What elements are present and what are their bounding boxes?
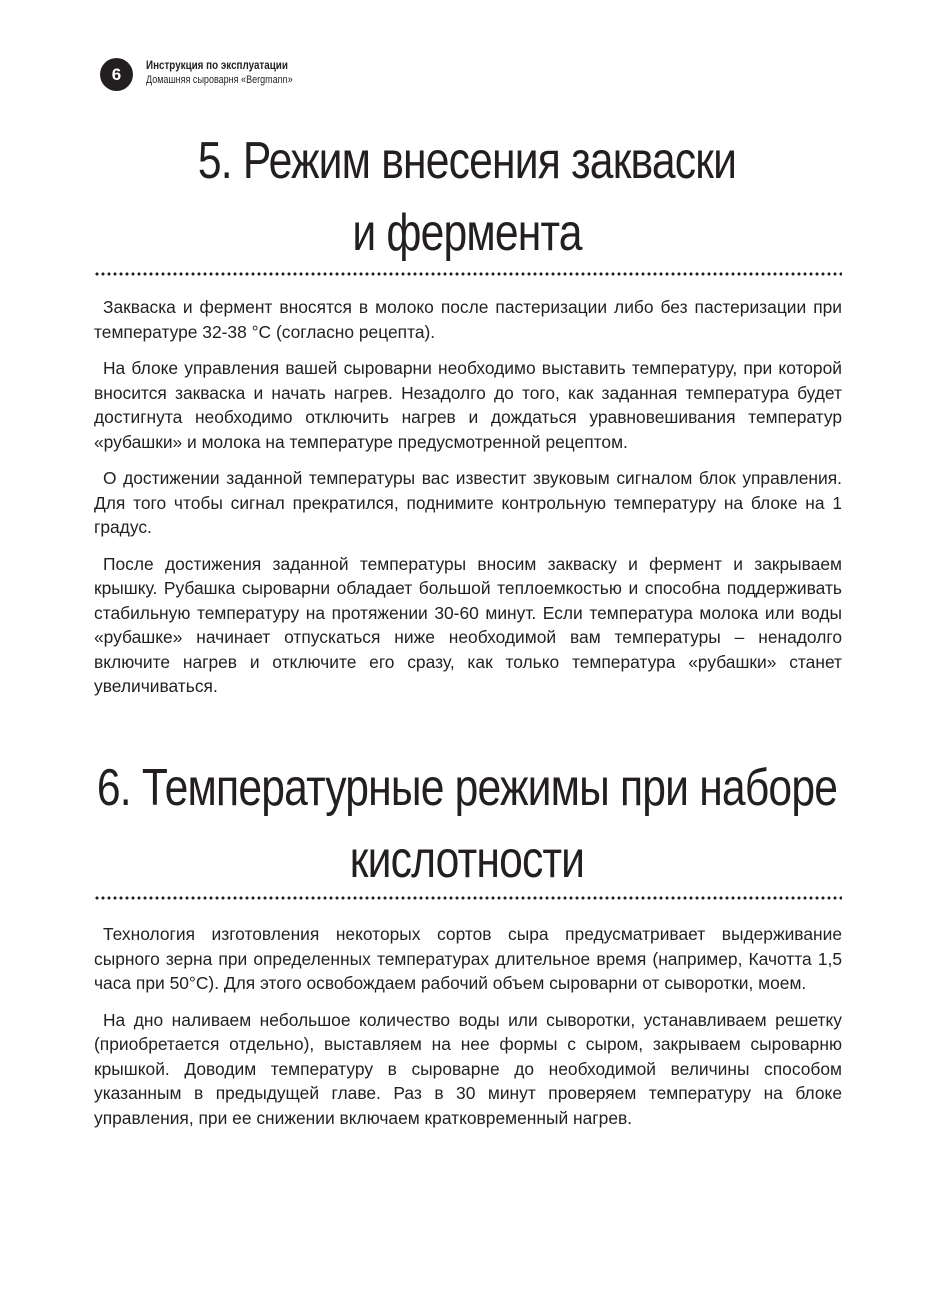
dotted-divider [94,272,842,276]
document-subtitle: Домашняя сыроварня «Bergmann» [146,74,293,86]
paragraph: Технология изготовления некоторых сортов сыра предусматривает выдерживание сырного зерна при определенных температурах длительное время (например, Качотта 1,5 часа при 50°С). Для этого освобождаем рабочий объем сыроварни от сыворотки, моем. [94,924,842,993]
paragraph: Закваска и фермент вносятся в молоко после пастеризации либо без пастеризации при температуре 32-38 °С (согласно рецепта). [94,297,842,342]
section-6-title-line-1: 6. Температурные режимы при наборе [96,759,838,817]
page-number-badge: 6 [100,58,133,91]
document-title: Инструкция по эксплуатации [146,58,288,72]
section-6-body [94,922,842,1142]
section-5-title [0,125,934,269]
section-5-title-line-2: и фермента [352,204,582,262]
section-5-title-line-1: 5. Режим внесения закваски [197,132,737,190]
paragraph: На блоке управления вашей сыроварни необходимо выставить температуру, при которой вносится закваска и начать нагрев. Незадолго до того, как заданная температура будет достигнута необходимо отключить нагрев и дождаться уравновешивания температур «рубашки» и молока на температуре предусмотренной рецептом. [94,358,842,452]
header-text [146,58,325,88]
paragraph: После достижения заданной температуры вносим закваску и фермент и закрываем крышку. Рубашка сыроварни обладает большой теплоемкостью и способна поддерживать стабильную температуру на протяжении 30-60 минут. Если температура молока или воды «рубашке» начинает отпускаться ниже необходимой вам температуры – ненадолго включите нагрев и отключите его сразу, как только температура «рубашки» станет увеличиваться. [94,553,842,696]
dotted-divider [94,896,842,900]
paragraph: О достижении заданной температуры вас известит звуковым сигналом блок управления. Для того чтобы сигнал прекратился, поднимите контрольную температуру на блоке на 1 градус. [94,468,842,537]
section-5-body [94,295,842,711]
paragraph: На дно наливаем небольшое количество воды или сыворотки, устанавливаем решетку (приобретается отдельно), выставляем на нее формы с сыром, закрываем сыроварню крышкой. Доводим температуру в сыроварне до необходимой величины способом указанным в предыдущей главе. Раз в 30 минут проверяем температуру на блоке управления, при ее снижении включаем кратковременный нагрев. [94,1009,842,1128]
section-6-title-line-2: кислотности [349,831,585,889]
section-6-title [0,752,934,896]
